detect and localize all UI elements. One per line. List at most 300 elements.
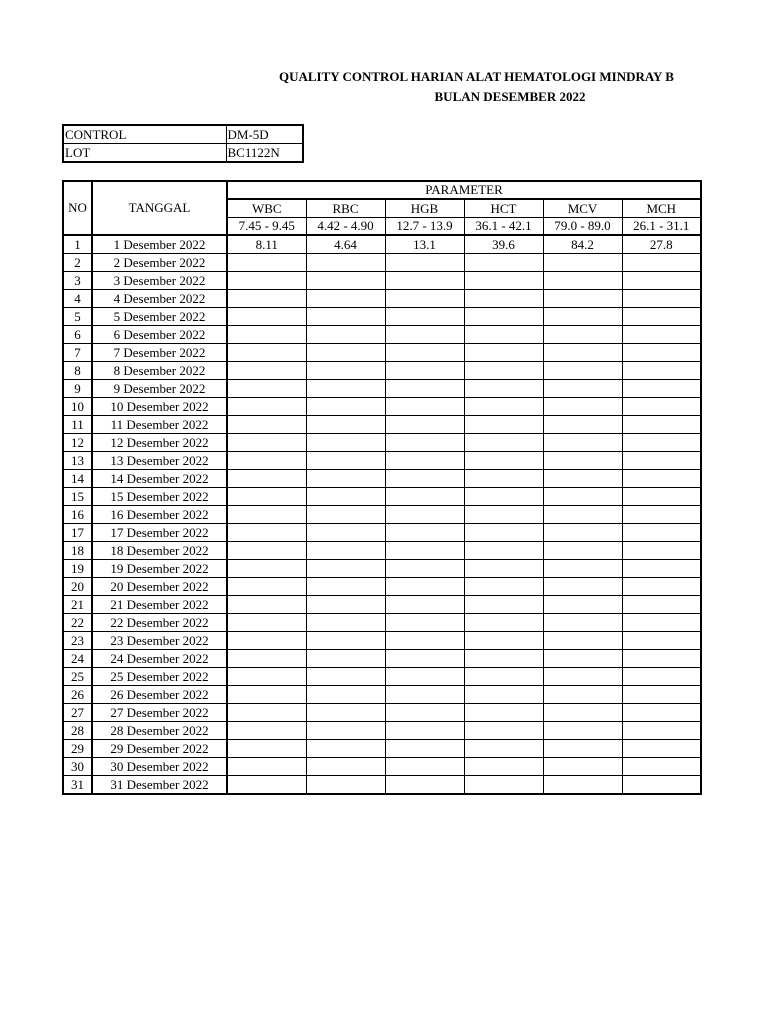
row-date: 31 Desember 2022 [92,776,227,795]
value-cell-hct[interactable] [464,758,543,776]
value-cell-hgb[interactable] [385,308,464,326]
value-cell-hct[interactable] [464,416,543,434]
table-row [63,470,701,488]
value-cell-rbc[interactable] [306,326,385,344]
row-no: 26 [63,686,92,704]
row-no: 15 [63,488,92,506]
value-cell-hgb[interactable] [385,344,464,362]
table-row [63,740,701,758]
value-cell-hct[interactable] [464,488,543,506]
row-date: 24 Desember 2022 [92,650,227,668]
value-cell-hgb[interactable] [385,488,464,506]
value-cell-mcv[interactable] [543,614,622,632]
value-cell-hct[interactable] [464,542,543,560]
value-cell-hgb[interactable] [385,722,464,740]
table-row [63,452,701,470]
value-cell-mch[interactable] [622,362,701,380]
value-cell-hct[interactable] [464,308,543,326]
value-cell-hct[interactable] [464,452,543,470]
value-cell-mch[interactable] [622,416,701,434]
value-cell-mcv[interactable] [543,542,622,560]
value-cell-hct[interactable] [464,524,543,542]
row-date: 20 Desember 2022 [92,578,227,596]
value-cell-rbc[interactable] [306,722,385,740]
value-cell-wbc[interactable] [227,416,306,434]
value-cell-hgb[interactable] [385,254,464,272]
value-cell-mch[interactable] [622,488,701,506]
row-date: 6 Desember 2022 [92,326,227,344]
value-cell-hct[interactable] [464,650,543,668]
value-cell-hgb[interactable] [385,632,464,650]
value-cell-hgb[interactable] [385,704,464,722]
param-range-hct: 36.1 - 42.1 [464,218,543,236]
table-row [63,776,701,795]
table-row [63,506,701,524]
value-cell-hct[interactable] [464,668,543,686]
row-date: 12 Desember 2022 [92,434,227,452]
value-cell-wbc[interactable] [227,704,306,722]
value-cell-hgb[interactable] [385,506,464,524]
value-cell-mch[interactable] [622,254,701,272]
row-no: 20 [63,578,92,596]
value-cell-rbc[interactable] [306,488,385,506]
value-cell-hgb[interactable] [385,668,464,686]
value-cell-wbc[interactable] [227,380,306,398]
value-cell-hct[interactable] [464,560,543,578]
value-cell-mch[interactable] [622,704,701,722]
value-cell-hgb[interactable] [385,290,464,308]
row-no: 16 [63,506,92,524]
value-cell-hct[interactable] [464,470,543,488]
value-cell-mch[interactable] [622,578,701,596]
control-label: CONTROL [63,125,226,144]
value-cell-wbc[interactable] [227,686,306,704]
value-cell-mch[interactable] [622,740,701,758]
value-cell-hct[interactable] [464,290,543,308]
table-row [63,380,701,398]
value-cell-rbc[interactable] [306,380,385,398]
param-range-rbc: 4.42 - 4.90 [306,218,385,236]
value-cell-mcv[interactable] [543,524,622,542]
value-cell-rbc[interactable] [306,668,385,686]
page-title: QUALITY CONTROL HARIAN ALAT HEMATOLOGI MINDRAY B [279,69,674,84]
value-cell-wbc[interactable] [227,344,306,362]
value-cell-hgb[interactable] [385,650,464,668]
row-no: 13 [63,452,92,470]
value-cell-wbc[interactable] [227,560,306,578]
value-cell-mch[interactable] [622,614,701,632]
row-no: 2 [63,254,92,272]
value-cell-mcv[interactable] [543,722,622,740]
row-date: 13 Desember 2022 [92,452,227,470]
value-cell-rbc[interactable] [306,758,385,776]
param-name-rbc: RBC [306,199,385,218]
value-cell-rbc[interactable] [306,704,385,722]
table-row [63,560,701,578]
value-cell-wbc[interactable] [227,776,306,795]
lot-label: LOT [63,144,226,163]
param-name-hct: HCT [464,199,543,218]
value-cell-mcv[interactable] [543,362,622,380]
value-cell-rbc[interactable] [306,740,385,758]
page-subtitle: BULAN DESEMBER 2022 [434,89,586,104]
value-cell-mch[interactable] [622,776,701,795]
value-cell-mch[interactable] [622,722,701,740]
value-cell-rbc[interactable] [306,632,385,650]
value-cell-mcv[interactable] [543,578,622,596]
table-row [63,254,701,272]
value-cell-rbc[interactable] [306,686,385,704]
row-no: 3 [63,272,92,290]
row-date: 16 Desember 2022 [92,506,227,524]
value-cell-mcv[interactable] [543,668,622,686]
row-no: 31 [63,776,92,795]
row-date: 4 Desember 2022 [92,290,227,308]
row-no: 18 [63,542,92,560]
value-cell-hgb[interactable] [385,362,464,380]
row-no: 23 [63,632,92,650]
value-cell-wbc[interactable] [227,578,306,596]
row-date: 1 Desember 2022 [92,235,227,254]
table-row [63,758,701,776]
row-no: 6 [63,326,92,344]
value-cell-mch[interactable] [622,632,701,650]
row-no: 25 [63,668,92,686]
row-date: 25 Desember 2022 [92,668,227,686]
value-cell-wbc[interactable] [227,272,306,290]
value-cell-mch[interactable] [622,542,701,560]
value-cell-hgb[interactable] [385,686,464,704]
value-cell-rbc[interactable]: 4.64 [306,235,385,254]
value-cell-hct[interactable] [464,776,543,795]
value-cell-mcv[interactable] [543,290,622,308]
value-cell-mcv[interactable]: 84.2 [543,235,622,254]
value-cell-rbc[interactable] [306,272,385,290]
table-row [63,362,701,380]
value-cell-hgb[interactable] [385,380,464,398]
table-row [63,686,701,704]
value-cell-hgb[interactable] [385,326,464,344]
value-cell-mch[interactable] [622,758,701,776]
value-cell-hct[interactable] [464,704,543,722]
row-no: 27 [63,704,92,722]
control-row [63,125,303,144]
value-cell-hgb[interactable] [385,434,464,452]
control-info-table [62,124,304,163]
value-cell-mcv[interactable] [543,380,622,398]
value-cell-hct[interactable] [464,326,543,344]
value-cell-rbc[interactable] [306,398,385,416]
value-cell-wbc[interactable] [227,632,306,650]
value-cell-hgb[interactable] [385,452,464,470]
value-cell-mcv[interactable] [543,650,622,668]
value-cell-hct[interactable] [464,362,543,380]
value-cell-hgb[interactable]: 13.1 [385,235,464,254]
value-cell-wbc[interactable] [227,308,306,326]
table-row [63,398,701,416]
row-no: 7 [63,344,92,362]
row-no: 1 [63,235,92,254]
table-row [63,290,701,308]
col-header-no: NO [63,181,92,235]
value-cell-wbc[interactable] [227,470,306,488]
value-cell-mcv[interactable] [543,272,622,290]
row-no: 12 [63,434,92,452]
row-no: 8 [63,362,92,380]
value-cell-wbc[interactable] [227,398,306,416]
value-cell-mch[interactable] [622,560,701,578]
value-cell-mcv[interactable] [543,416,622,434]
value-cell-wbc[interactable] [227,668,306,686]
value-cell-wbc[interactable] [227,254,306,272]
value-cell-mcv[interactable] [543,740,622,758]
value-cell-rbc[interactable] [306,452,385,470]
value-cell-hct[interactable] [464,596,543,614]
lot-row [63,144,303,163]
lot-value: BC1122N [226,144,303,163]
value-cell-rbc[interactable] [306,776,385,795]
value-cell-mch[interactable] [622,308,701,326]
table-row [63,235,701,254]
value-cell-mcv[interactable] [543,776,622,795]
value-cell-hct[interactable] [464,344,543,362]
row-date: 11 Desember 2022 [92,416,227,434]
table-row [63,344,701,362]
row-date: 14 Desember 2022 [92,470,227,488]
value-cell-hgb[interactable] [385,524,464,542]
value-cell-mcv[interactable] [543,488,622,506]
param-name-mch: MCH [622,199,701,218]
value-cell-rbc[interactable] [306,506,385,524]
row-date: 21 Desember 2022 [92,596,227,614]
row-date: 29 Desember 2022 [92,740,227,758]
value-cell-rbc[interactable] [306,542,385,560]
table-row [63,650,701,668]
table-row [63,434,701,452]
value-cell-mch[interactable] [622,686,701,704]
row-no: 29 [63,740,92,758]
value-cell-mch[interactable] [622,380,701,398]
value-cell-hgb[interactable] [385,614,464,632]
row-date: 9 Desember 2022 [92,380,227,398]
value-cell-hgb[interactable] [385,596,464,614]
value-cell-hct[interactable] [464,272,543,290]
col-header-parameter: PARAMETER [227,181,701,199]
value-cell-hct[interactable] [464,398,543,416]
value-cell-mcv[interactable] [543,452,622,470]
value-cell-wbc[interactable] [227,614,306,632]
value-cell-rbc[interactable] [306,578,385,596]
value-cell-mch[interactable] [622,452,701,470]
value-cell-hct[interactable] [464,740,543,758]
value-cell-mcv[interactable] [543,308,622,326]
value-cell-hgb[interactable] [385,560,464,578]
value-cell-rbc[interactable] [306,362,385,380]
value-cell-mcv[interactable] [543,326,622,344]
row-date: 26 Desember 2022 [92,686,227,704]
control-value: DM-5D [226,125,303,144]
row-date: 10 Desember 2022 [92,398,227,416]
value-cell-hct[interactable] [464,722,543,740]
row-no: 17 [63,524,92,542]
value-cell-rbc[interactable] [306,470,385,488]
row-date: 15 Desember 2022 [92,488,227,506]
row-no: 14 [63,470,92,488]
value-cell-wbc[interactable]: 8.11 [227,235,306,254]
row-no: 9 [63,380,92,398]
value-cell-wbc[interactable] [227,326,306,344]
row-no: 19 [63,560,92,578]
value-cell-wbc[interactable] [227,488,306,506]
value-cell-hgb[interactable] [385,542,464,560]
table-row [63,722,701,740]
row-date: 30 Desember 2022 [92,758,227,776]
value-cell-wbc[interactable] [227,740,306,758]
row-date: 5 Desember 2022 [92,308,227,326]
value-cell-mch[interactable] [622,596,701,614]
value-cell-mcv[interactable] [543,596,622,614]
value-cell-wbc[interactable] [227,542,306,560]
value-cell-rbc[interactable] [306,650,385,668]
value-cell-rbc[interactable] [306,524,385,542]
header-row-parameter [63,181,701,199]
value-cell-mch[interactable] [622,290,701,308]
value-cell-wbc[interactable] [227,452,306,470]
value-cell-mch[interactable] [622,398,701,416]
value-cell-mch[interactable] [622,650,701,668]
row-no: 22 [63,614,92,632]
value-cell-rbc[interactable] [306,614,385,632]
value-cell-rbc[interactable] [306,560,385,578]
value-cell-mch[interactable] [622,470,701,488]
value-cell-mcv[interactable] [543,758,622,776]
value-cell-hgb[interactable] [385,578,464,596]
value-cell-wbc[interactable] [227,362,306,380]
param-name-wbc: WBC [227,199,306,218]
param-name-hgb: HGB [385,199,464,218]
value-cell-hgb[interactable] [385,740,464,758]
value-cell-mcv[interactable] [543,632,622,650]
table-row [63,416,701,434]
value-cell-mch[interactable] [622,434,701,452]
value-cell-hct[interactable] [464,380,543,398]
table-row [63,308,701,326]
value-cell-hct[interactable] [464,254,543,272]
value-cell-hgb[interactable] [385,272,464,290]
value-cell-hgb[interactable] [385,416,464,434]
row-no: 24 [63,650,92,668]
table-row [63,488,701,506]
table-row [63,632,701,650]
value-cell-rbc[interactable] [306,596,385,614]
row-date: 27 Desember 2022 [92,704,227,722]
value-cell-rbc[interactable] [306,344,385,362]
row-no: 30 [63,758,92,776]
value-cell-hct[interactable] [464,578,543,596]
row-date: 7 Desember 2022 [92,344,227,362]
value-cell-mch[interactable] [622,524,701,542]
value-cell-hgb[interactable] [385,776,464,795]
row-date: 3 Desember 2022 [92,272,227,290]
table-row [63,272,701,290]
row-no: 5 [63,308,92,326]
row-date: 22 Desember 2022 [92,614,227,632]
value-cell-mcv[interactable] [543,344,622,362]
value-cell-wbc[interactable] [227,722,306,740]
value-cell-hct[interactable] [464,614,543,632]
value-cell-mcv[interactable] [543,398,622,416]
value-cell-wbc[interactable] [227,506,306,524]
table-row [63,668,701,686]
value-cell-wbc[interactable] [227,290,306,308]
table-row [63,524,701,542]
value-cell-rbc[interactable] [306,308,385,326]
row-date: 18 Desember 2022 [92,542,227,560]
value-cell-wbc[interactable] [227,650,306,668]
value-cell-hct[interactable] [464,506,543,524]
row-no: 11 [63,416,92,434]
value-cell-wbc[interactable] [227,434,306,452]
row-date: 19 Desember 2022 [92,560,227,578]
value-cell-rbc[interactable] [306,434,385,452]
table-row [63,542,701,560]
value-cell-hgb[interactable] [385,758,464,776]
value-cell-mcv[interactable] [543,686,622,704]
value-cell-mcv[interactable] [543,434,622,452]
value-cell-hct[interactable]: 39.6 [464,235,543,254]
table-row [63,596,701,614]
table-row [63,614,701,632]
value-cell-wbc[interactable] [227,596,306,614]
value-cell-rbc[interactable] [306,254,385,272]
value-cell-mch[interactable] [622,506,701,524]
row-no: 21 [63,596,92,614]
value-cell-mch[interactable] [622,344,701,362]
param-range-wbc: 7.45 - 9.45 [227,218,306,236]
table-row [63,326,701,344]
row-date: 2 Desember 2022 [92,254,227,272]
row-date: 17 Desember 2022 [92,524,227,542]
row-date: 28 Desember 2022 [92,722,227,740]
value-cell-hct[interactable] [464,434,543,452]
table-row [63,704,701,722]
row-no: 10 [63,398,92,416]
param-range-mcv: 79.0 - 89.0 [543,218,622,236]
value-cell-rbc[interactable] [306,290,385,308]
value-cell-mcv[interactable] [543,470,622,488]
value-cell-wbc[interactable] [227,524,306,542]
value-cell-mcv[interactable] [543,704,622,722]
col-header-tanggal: TANGGAL [92,181,227,235]
value-cell-mch[interactable] [622,326,701,344]
qc-table [62,180,702,795]
value-cell-wbc[interactable] [227,758,306,776]
value-cell-mcv[interactable] [543,560,622,578]
value-cell-hgb[interactable] [385,398,464,416]
param-range-hgb: 12.7 - 13.9 [385,218,464,236]
value-cell-mch[interactable] [622,668,701,686]
value-cell-rbc[interactable] [306,416,385,434]
value-cell-mcv[interactable] [543,506,622,524]
value-cell-hgb[interactable] [385,470,464,488]
value-cell-hct[interactable] [464,686,543,704]
row-no: 4 [63,290,92,308]
param-range-mch: 26.1 - 31.1 [622,218,701,236]
value-cell-mch[interactable]: 27.8 [622,235,701,254]
value-cell-mch[interactable] [622,272,701,290]
value-cell-hct[interactable] [464,632,543,650]
value-cell-mcv[interactable] [543,254,622,272]
